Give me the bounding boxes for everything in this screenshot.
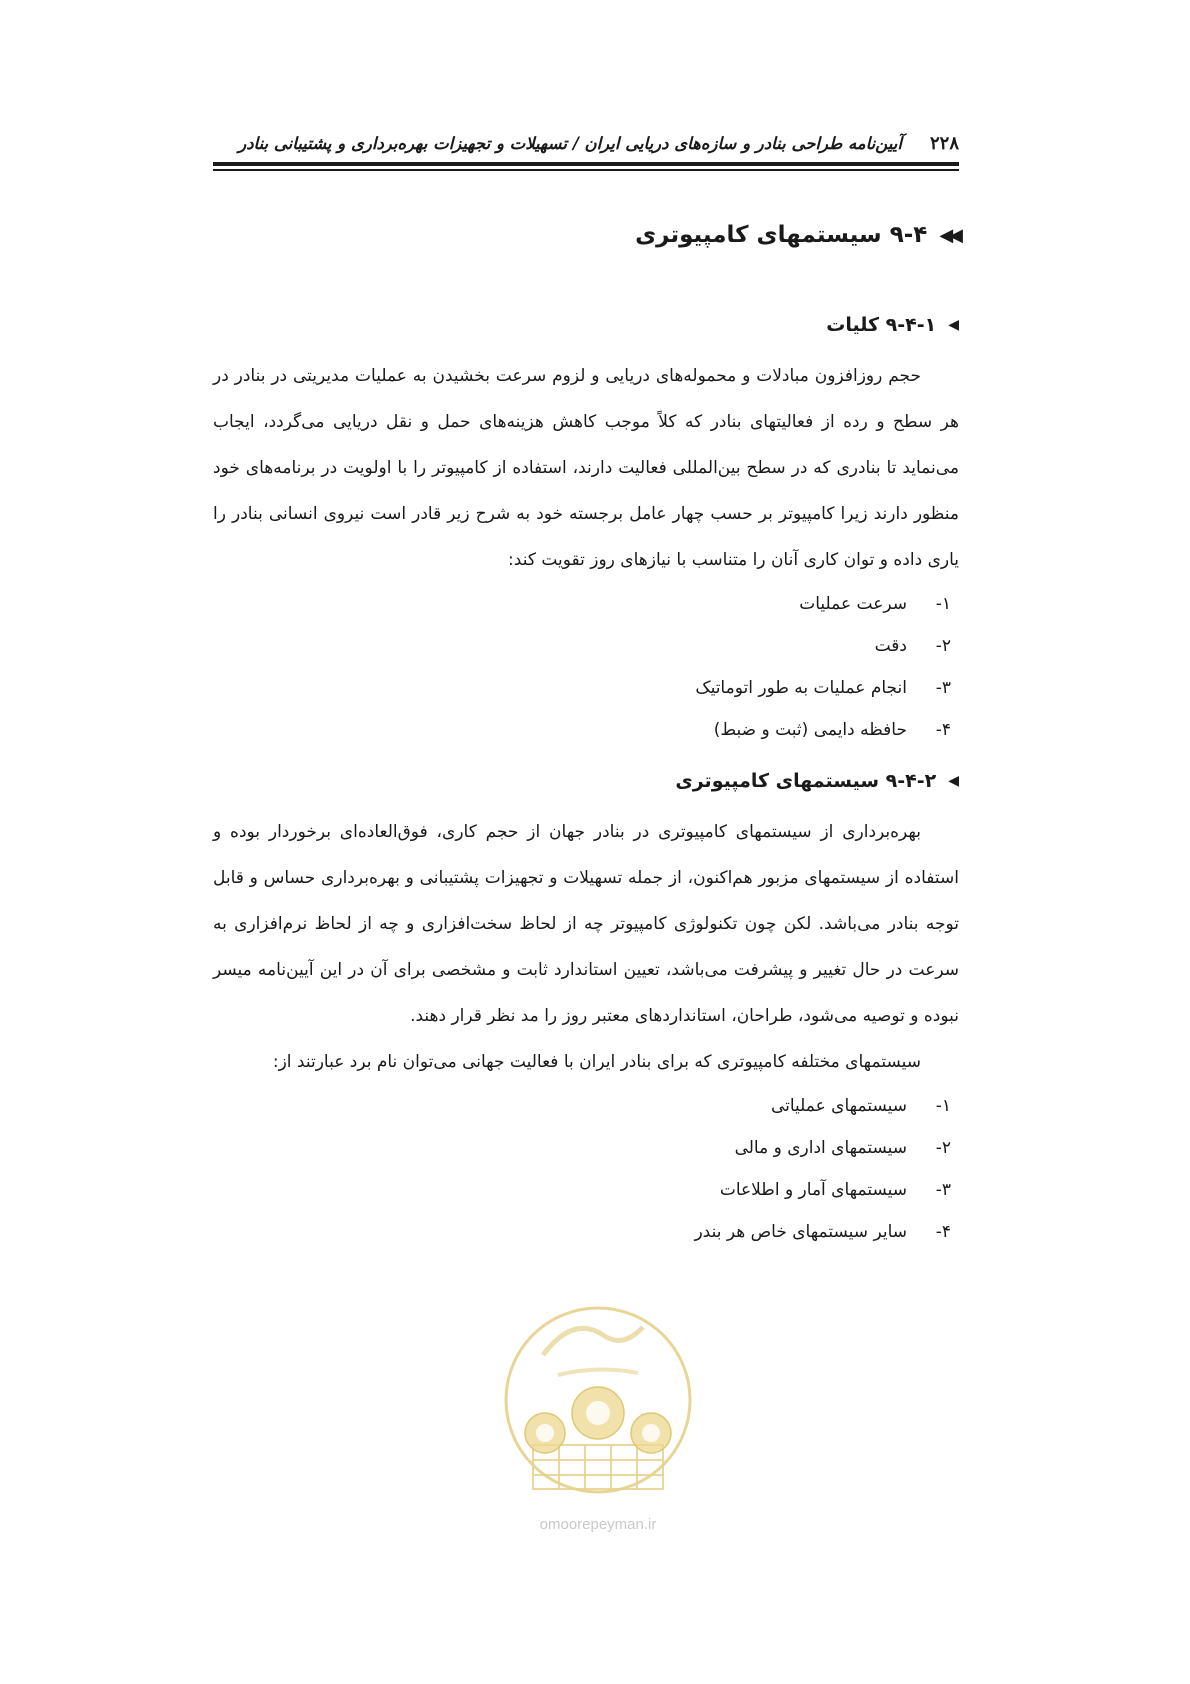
- paragraph-computer-systems: بهره‌برداری از سیستمهای کامپیوتری در بنادر جهان از حجم کاری، فوق‌العاده‌ای برخوردار بوده و استفاده از سیستمهای مزبور هم‌اکنون، از جمله تسهیلات و تجهیزات پشتیبانی و بهره‌برداری حساس و قابل توجه بنادر می‌باشد. لکن چون تکنولوژی کامپیوتر چه از لحاظ سخت‌افزاری و چه از لحاظ نرم‌افزاری به سرعت در حال تغییر و پیشرفت می‌باشد، تعیین استاندارد ثابت و مشخصی برای آن در این آیین‌نامه میسر نبوده و توصیه می‌شود، طراحان، استانداردهای معتبر روز را مد نظر قرار دهند.: [213, 822, 959, 1026]
- list-text: سایر سیستمهای خاص هر بندر: [694, 1222, 907, 1242]
- subsection-heading-2: [213, 759, 959, 803]
- arrow-icon: ◀: [948, 317, 959, 333]
- header-rule-thin: [213, 169, 959, 171]
- paragraph-systems-intro: سیستمهای مختلفه کامپیوتری که برای بنادر ایران با فعالیت جهانی می‌توان نام برد عبارتند از:: [272, 1052, 921, 1072]
- list-item: [213, 709, 951, 751]
- list-number: ۴-: [935, 720, 951, 740]
- watermark-logo-icon: [503, 1295, 693, 1505]
- list-item: [213, 583, 951, 625]
- list-number: ۱-: [935, 594, 951, 614]
- list-text: دقت: [874, 636, 907, 656]
- arrow-icon: ◀: [948, 773, 959, 789]
- list-item: [213, 1127, 951, 1169]
- list-text: سیستمهای عملیاتی: [770, 1096, 907, 1116]
- double-arrow-icon: ◀◀: [939, 224, 959, 246]
- list-number: ۲-: [935, 636, 951, 656]
- section-heading: [213, 205, 959, 265]
- list-number: ۴-: [935, 1222, 951, 1242]
- main-content: [213, 205, 959, 1253]
- list-capabilities: [213, 583, 959, 751]
- subsection-heading-1: [213, 303, 959, 347]
- list-text: انجام عملیات به طور اتوماتیک: [695, 678, 907, 698]
- list-text: سرعت عملیات: [799, 594, 907, 614]
- list-text: سیستمهای آمار و اطلاعات: [719, 1180, 907, 1200]
- list-item: [213, 1085, 951, 1127]
- list-text: حافظه دایمی (ثبت و ضبط): [713, 720, 907, 740]
- running-header: [213, 128, 959, 158]
- list-text: سیستمهای اداری و مالی: [734, 1138, 907, 1158]
- watermark-caption: omoorepeyman.ir: [539, 1516, 657, 1533]
- section-title: ۹-۴ سیستمهای کامپیوتری: [635, 222, 928, 248]
- list-number: ۳-: [935, 678, 951, 698]
- list-number: ۱-: [935, 1096, 951, 1116]
- list-item: [213, 1169, 951, 1211]
- list-item: [213, 667, 951, 709]
- header-rule-thick: [213, 162, 959, 166]
- paragraph-general: حجم روزافزون مبادلات و محموله‌های دریایی و لزوم سرعت بخشیدن به عملیات مدیریتی در بنادر در هر سطح و رده از فعالیتهای بنادر که کلاً موجب کاهش هزینه‌های حمل و نقل دریایی می‌گردد، ایجاب می‌نماید تا بنادری که در سطح بین‌المللی فعالیت دارند، استفاده از کامپیوتر را با اولویت در برنامه‌های خود منظور دارند زیرا کامپیوتر بر حسب چهار عامل برجسته خود به شرح زیر قادر است نیروی انسانی بنادر را یاری داده و توان کاری آنان را متناسب با نیازهای روز تقویت کند:: [213, 366, 959, 570]
- page-number: ۲۲۸: [929, 132, 959, 154]
- list-number: ۲-: [935, 1138, 951, 1158]
- running-title: آیین‌نامه طراحی بنادر و سازه‌های دریایی ایران / تسهیلات و تجهیزات بهره‌برداری و پشتیبانی بنادر: [238, 133, 902, 153]
- list-item: [213, 1211, 951, 1253]
- list-item: [213, 625, 951, 667]
- list-number: ۳-: [935, 1180, 951, 1200]
- list-systems: [213, 1085, 959, 1253]
- subsection-title-1: ۹-۴-۱ کلیات: [826, 314, 937, 336]
- subsection-title-2: ۹-۴-۲ سیستمهای کامپیوتری: [675, 770, 937, 792]
